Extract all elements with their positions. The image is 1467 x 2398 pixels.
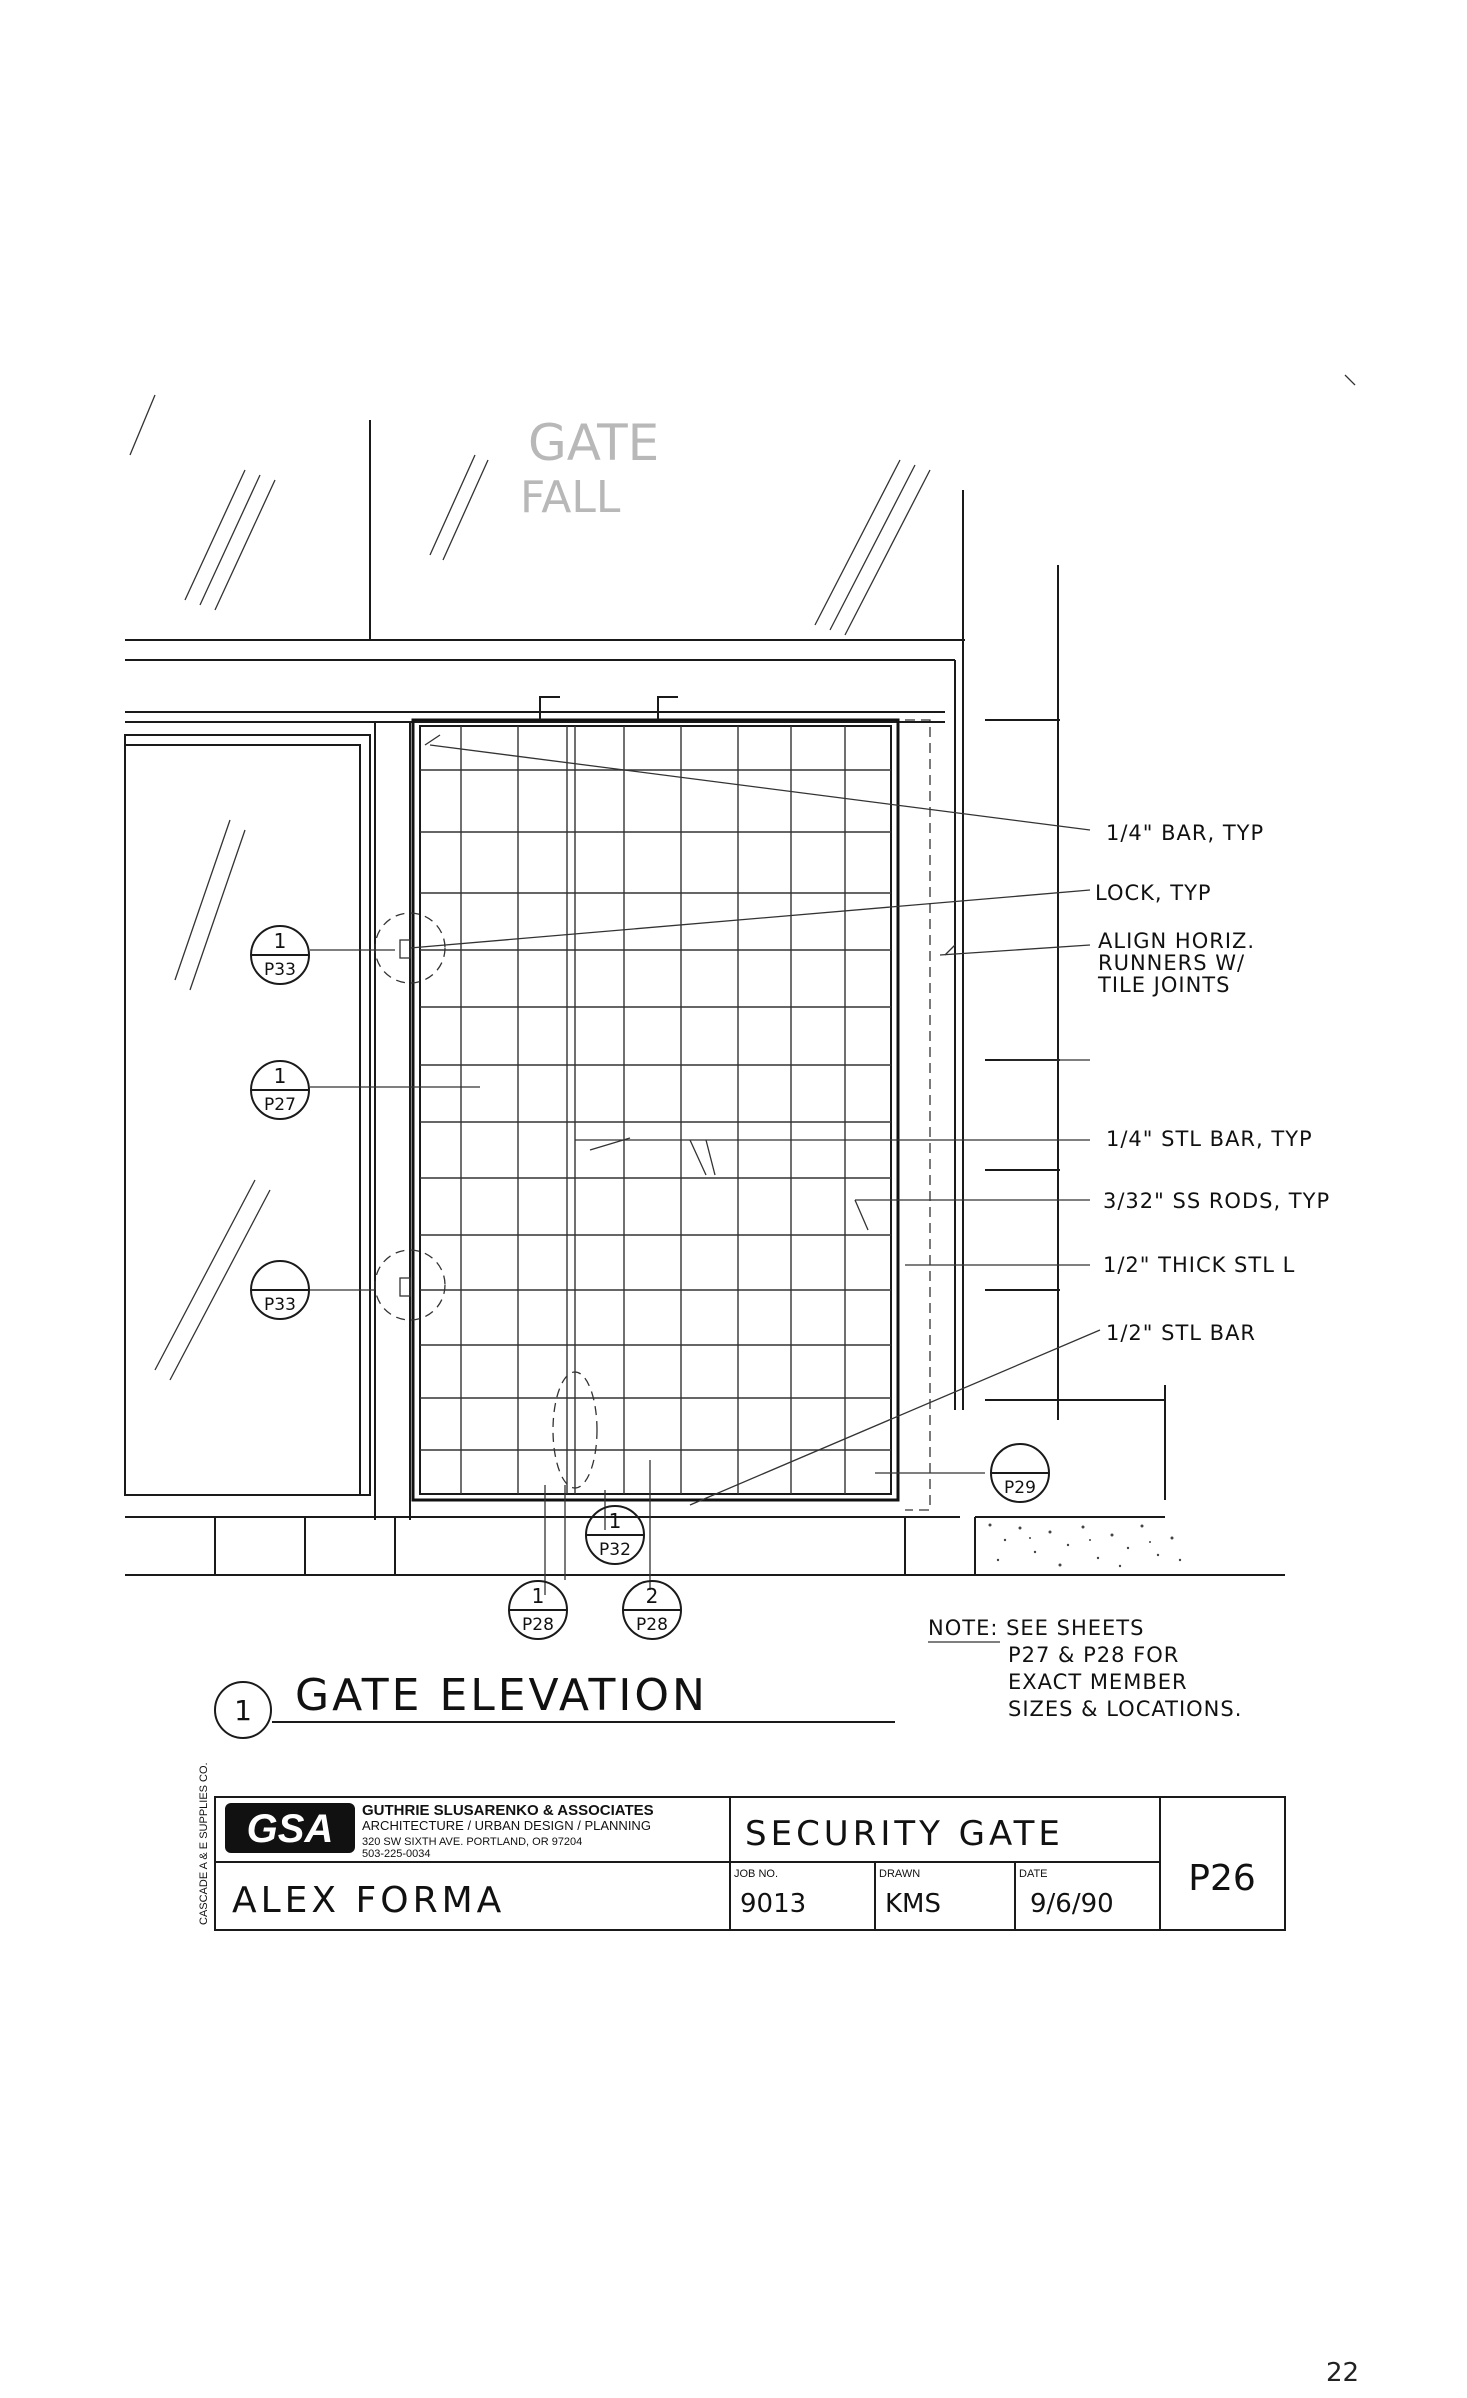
page-number: 22 <box>1326 2358 1360 2388</box>
svg-text:1: 1 <box>273 1064 287 1088</box>
drawing-title <box>215 1670 895 1738</box>
section-marker <box>251 1261 309 1319</box>
section-marker <box>586 1506 644 1564</box>
note-block <box>928 1616 1242 1721</box>
svg-text:1: 1 <box>273 929 287 953</box>
supplier-side-text: CASCADE A & E SUPPLIES CO. <box>198 1762 210 1925</box>
svg-text:P32: P32 <box>599 1540 631 1560</box>
drawn-by: KMS <box>885 1889 941 1919</box>
firm-name: GUTHRIE SLUSARENKO & ASSOCIATES <box>362 1802 654 1819</box>
project-title: SECURITY GATE <box>745 1814 1064 1854</box>
svg-text:P33: P33 <box>264 1295 296 1315</box>
drawing-title-label: GATE ELEVATION <box>295 1670 708 1721</box>
firm-address: 320 SW SIXTH AVE. PORTLAND, OR 97204 <box>362 1836 583 1848</box>
date-label: DATE <box>1019 1868 1048 1880</box>
glass-hatching-upper <box>130 375 1355 635</box>
callout-lock: LOCK, TYP <box>1095 881 1212 905</box>
job-no: 9013 <box>740 1889 807 1919</box>
section-marker <box>623 1581 681 1639</box>
security-gate-grid <box>413 697 930 1510</box>
section-marker <box>251 1061 309 1119</box>
callout-labels <box>1095 821 1330 1345</box>
drawing-number: 1 <box>234 1694 252 1727</box>
note-line-1: NOTE: SEE SHEETS <box>928 1616 1145 1640</box>
callout-align-1: ALIGN HORIZ. <box>1098 929 1256 953</box>
client-name: ALEX FORMA <box>232 1880 506 1921</box>
leader-lines <box>310 735 1100 1595</box>
firm-services: ARCHITECTURE / URBAN DESIGN / PLANNING <box>362 1818 651 1833</box>
note-line-2: P27 & P28 FOR <box>1008 1643 1180 1667</box>
callout-half-bar: 1/2" STL BAR <box>1106 1321 1257 1345</box>
lock-symbol-upper <box>400 940 410 958</box>
job-no-label: JOB NO. <box>734 1868 779 1880</box>
callout-stl-bar: 1/4" STL BAR, TYP <box>1106 1127 1313 1151</box>
callout-align-3: TILE JOINTS <box>1098 973 1231 997</box>
callout-align-2: RUNNERS W/ <box>1098 951 1246 975</box>
svg-text:P28: P28 <box>522 1615 554 1635</box>
svg-text:P27: P27 <box>264 1095 296 1115</box>
svg-text:P28: P28 <box>636 1615 668 1635</box>
sketch-note-line-1: GATE <box>528 414 660 472</box>
callout-stl-angle: 1/2" THICK STL L <box>1103 1253 1296 1277</box>
note-line-4: SIZES & LOCATIONS. <box>1008 1697 1243 1721</box>
lock-detail-circles <box>375 913 597 1488</box>
svg-text:GSA: GSA <box>246 1807 334 1851</box>
sheet-number: P26 <box>1188 1858 1256 1899</box>
section-marker <box>509 1581 567 1639</box>
note-line-3: EXACT MEMBER <box>1008 1670 1188 1694</box>
svg-text:2: 2 <box>645 1584 659 1608</box>
concrete-stipple <box>978 1518 1183 1573</box>
section-marker <box>251 926 309 984</box>
lock-symbol-lower <box>400 1278 410 1296</box>
callout-ss-rods: 3/32" SS RODS, TYP <box>1103 1189 1331 1213</box>
svg-text:1: 1 <box>608 1509 622 1533</box>
tile-base <box>125 1517 1285 1575</box>
callout-quarter-bar: 1/4" BAR, TYP <box>1106 821 1265 845</box>
svg-text:P29: P29 <box>1004 1478 1036 1498</box>
svg-text:1: 1 <box>531 1584 545 1608</box>
drawing-date: 9/6/90 <box>1030 1889 1114 1919</box>
sketch-note <box>520 414 659 523</box>
firm-phone: 503-225-0034 <box>362 1848 431 1860</box>
title-block <box>198 1762 1285 1930</box>
svg-text:P33: P33 <box>264 960 296 980</box>
section-marker <box>991 1444 1049 1502</box>
drawn-label: DRAWN <box>879 1868 921 1880</box>
sketch-note-line-2: FALL <box>520 472 621 523</box>
